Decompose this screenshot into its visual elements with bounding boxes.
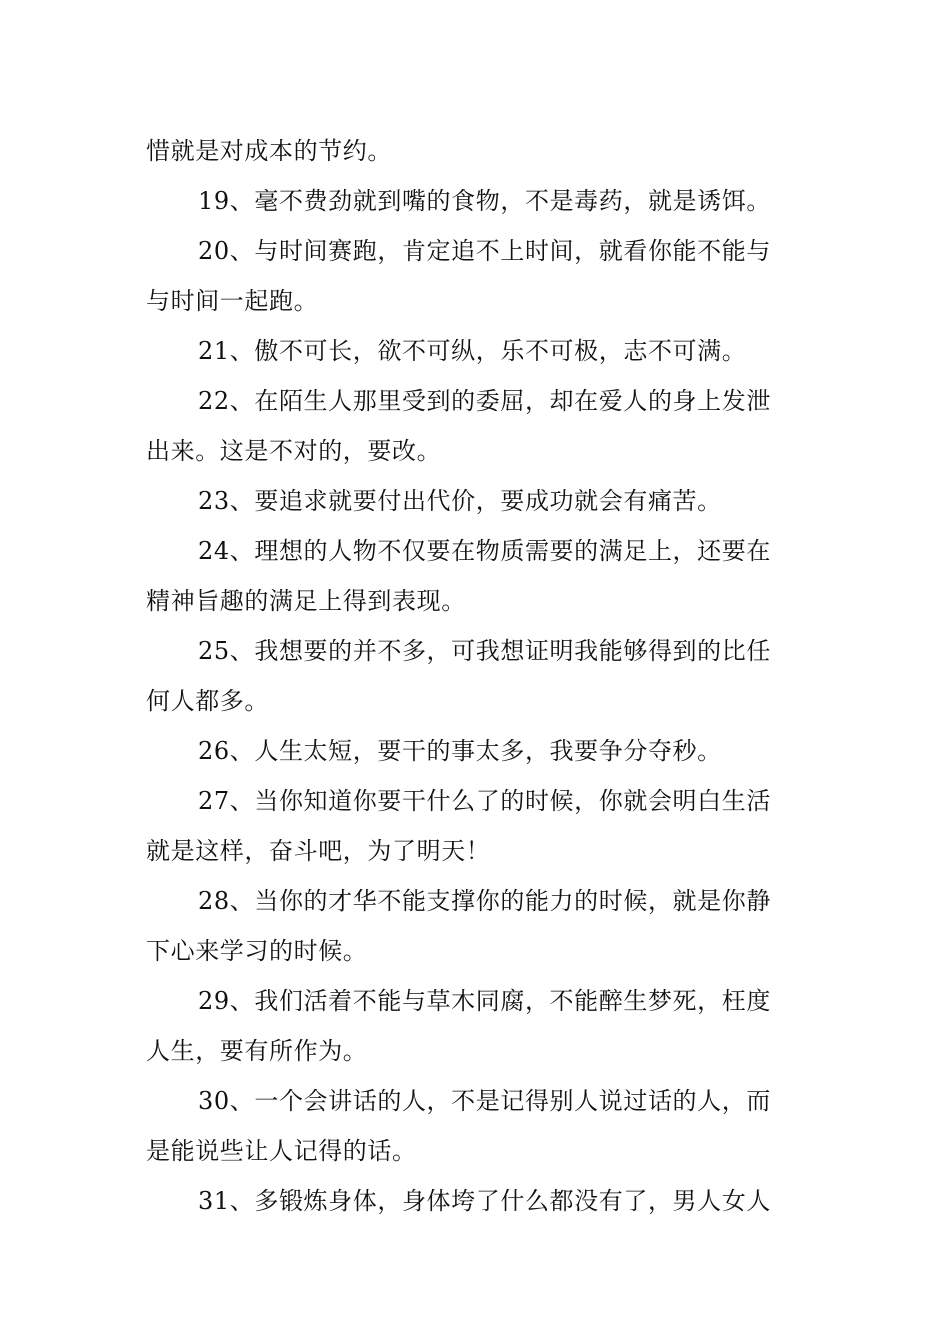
text-line: 人生，要有所作为。 — [146, 1037, 368, 1065]
text-line: 就是这样，奋斗吧，为了明天！ — [146, 837, 491, 865]
text-line: 何人都多。 — [146, 687, 269, 715]
text-line: 28、当你的才华不能支撑你的能力的时候，就是你静 — [198, 887, 771, 915]
text-line: 下心来学习的时候。 — [146, 937, 368, 965]
text-line: 与时间一起跑。 — [146, 287, 319, 315]
text-line: 24、理想的人物不仅要在物质需要的满足上，还要在 — [198, 537, 771, 565]
text-line: 是能说些让人记得的话。 — [146, 1137, 417, 1165]
text-line: 27、当你知道你要干什么了的时候，你就会明白生活 — [198, 787, 771, 815]
text-line: 29、我们活着不能与草木同腐，不能醉生梦死，枉度 — [198, 987, 771, 1015]
text-line: 25、我想要的并不多，可我想证明我能够得到的比任 — [198, 637, 771, 665]
text-line: 21、傲不可长，欲不可纵，乐不可极，志不可满。 — [198, 337, 747, 365]
text-line: 31、多锻炼身体，身体垮了什么都没有了，男人女人 — [198, 1187, 771, 1215]
text-line: 30、一个会讲话的人，不是记得别人说过话的人，而 — [198, 1087, 771, 1115]
text-line: 26、人生太短，要干的事太多，我要争分夺秒。 — [198, 737, 722, 765]
text-line: 出来。这是不对的，要改。 — [146, 437, 442, 465]
document-body — [146, 126, 808, 1226]
text-line: 22、在陌生人那里受到的委屈，却在爱人的身上发泄 — [198, 387, 771, 415]
text-line: 19、毫不费劲就到嘴的食物，不是毒药，就是诱饵。 — [198, 187, 771, 215]
text-line: 23、要追求就要付出代价，要成功就会有痛苦。 — [198, 487, 722, 515]
text-line: 20、与时间赛跑，肯定追不上时间，就看你能不能与 — [198, 237, 771, 265]
text-line: 惜就是对成本的节约。 — [146, 137, 392, 165]
text-line: 精神旨趣的满足上得到表现。 — [146, 587, 466, 615]
